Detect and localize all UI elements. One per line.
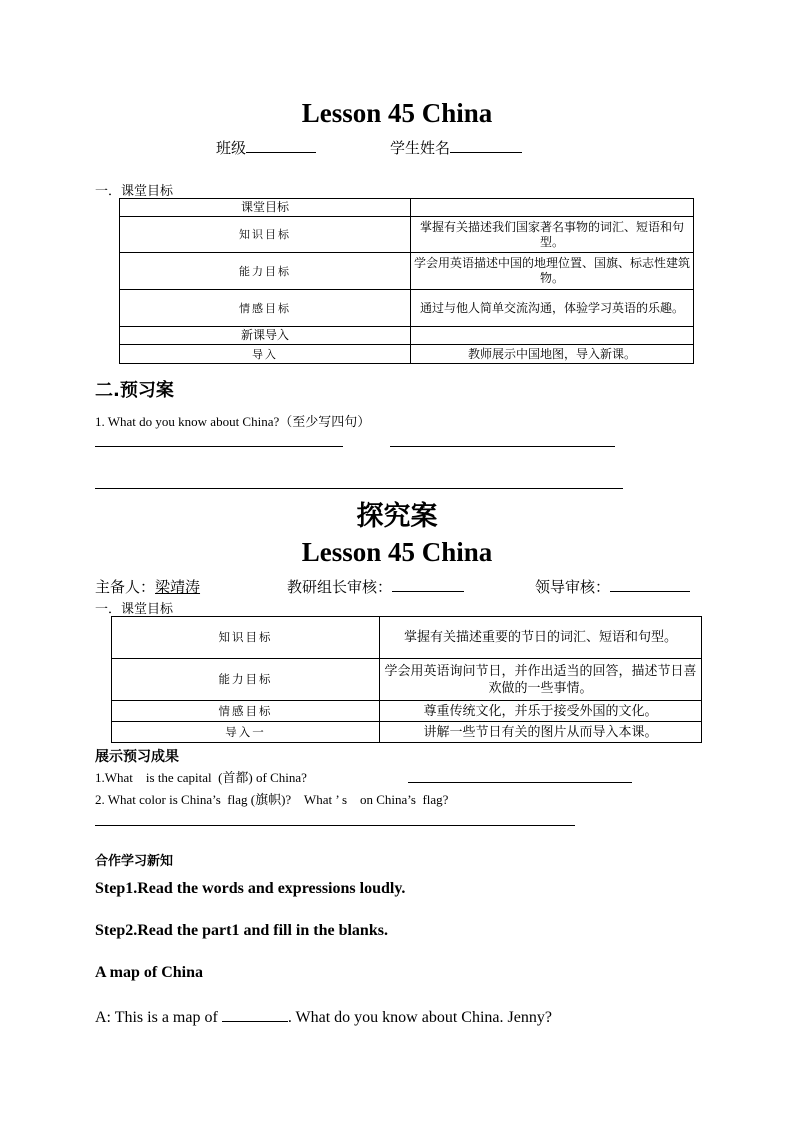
table-cell: 学会用英语询问节日，并作出适当的回答，描述节日喜欢做的一些事情。 <box>380 659 702 701</box>
leader-blank[interactable] <box>610 577 690 592</box>
goals-heading-2: 一．课堂目标 <box>95 602 174 617</box>
table-cell: 教师展示中国地图，导入新课。 <box>411 345 694 364</box>
answer-line[interactable] <box>95 825 575 826</box>
cooperative-heading: 合作学习新知 <box>95 854 174 869</box>
table-cell: 能力目标 <box>120 253 411 290</box>
leader-label: 领导审核： <box>535 578 611 596</box>
preparer-label: 主备人： <box>95 578 156 596</box>
answer-line[interactable] <box>95 446 343 447</box>
preview-question: 1. What do you know about China?（至少写四句） <box>95 414 371 429</box>
show-results-heading: 展示预习成果 <box>95 749 179 765</box>
class-field <box>216 137 316 158</box>
preparer-field <box>95 576 200 597</box>
table-cell: 尊重传统文化，并乐于接受外国的文化。 <box>380 701 702 722</box>
table-cell: 情感目标 <box>120 290 411 327</box>
class-label: 班级 <box>216 139 247 157</box>
student-name-blank[interactable] <box>450 138 522 153</box>
table-cell: 课堂目标 <box>120 199 411 217</box>
lesson-title-2: Lesson 45 China <box>301 537 493 567</box>
dialog-a-suffix: . What do you know about China. Jenny? <box>287 1009 552 1026</box>
table-row <box>120 327 694 345</box>
table-cell: 学会用英语描述中国的地理位置、国旗、标志性建筑物。 <box>411 253 694 290</box>
table-cell: 能力目标 <box>112 659 380 701</box>
preview-heading: 二.预习案 <box>95 380 174 401</box>
dialog-a-prefix: A: This is a map of <box>95 1009 218 1026</box>
table-cell: 知识目标 <box>120 217 411 253</box>
table-cell <box>411 199 694 217</box>
dialog-line-a <box>95 1005 552 1027</box>
table-cell: 导入一 <box>112 722 380 743</box>
table-row <box>112 701 702 722</box>
review-label: 教研组长审核： <box>287 578 393 596</box>
question-2: 2. What color is China’s flag (旗帜)? What ’ s on China’s flag? <box>95 792 449 807</box>
table-row <box>112 722 702 743</box>
preparer-name: 梁靖涛 <box>155 578 201 596</box>
step-2: Step2.Read the part1 and fill in the blanks. <box>95 922 388 939</box>
step-1: Step1.Read the words and expressions loudly. <box>95 880 406 897</box>
table-row <box>120 253 694 290</box>
table-cell: 通过与他人简单交流沟通，体验学习英语的乐趣。 <box>411 290 694 327</box>
table-cell: 讲解一些节日有关的图片从而导入本课。 <box>380 722 702 743</box>
student-name-field <box>390 137 522 158</box>
table-row <box>120 217 694 253</box>
class-blank[interactable] <box>246 138 316 153</box>
leader-field <box>535 576 690 597</box>
table-cell <box>411 327 694 345</box>
goals-heading: 一．课堂目标 <box>95 184 174 199</box>
answer-line[interactable] <box>95 488 623 489</box>
table-cell: 导入 <box>120 345 411 364</box>
question-1: 1.What is the capital (首都) of China? <box>95 770 307 785</box>
table-row <box>112 617 702 659</box>
table-row <box>120 345 694 364</box>
map-heading: A map of China <box>95 964 204 981</box>
dialog-blank[interactable] <box>222 1005 288 1022</box>
goals-table <box>119 198 694 364</box>
answer-line[interactable] <box>390 446 615 447</box>
review-field <box>287 576 464 597</box>
table-row <box>120 199 694 217</box>
table-cell: 知识目标 <box>112 617 380 659</box>
table-row <box>120 290 694 327</box>
review-blank[interactable] <box>392 577 464 592</box>
lesson-title: Lesson 45 China <box>301 98 493 128</box>
answer-line[interactable] <box>408 782 632 783</box>
table-cell: 新课导入 <box>120 327 411 345</box>
table-row <box>112 659 702 701</box>
student-name-label: 学生姓名 <box>390 139 451 157</box>
table-cell: 掌握有关描述重要的节日的词汇、短语和句型。 <box>380 617 702 659</box>
table-cell: 掌握有关描述我们国家著名事物的词汇、短语和句型。 <box>411 217 694 253</box>
inquiry-heading: 探究案 <box>356 501 438 532</box>
goals-table-2 <box>111 616 702 743</box>
table-cell: 情感目标 <box>112 701 380 722</box>
